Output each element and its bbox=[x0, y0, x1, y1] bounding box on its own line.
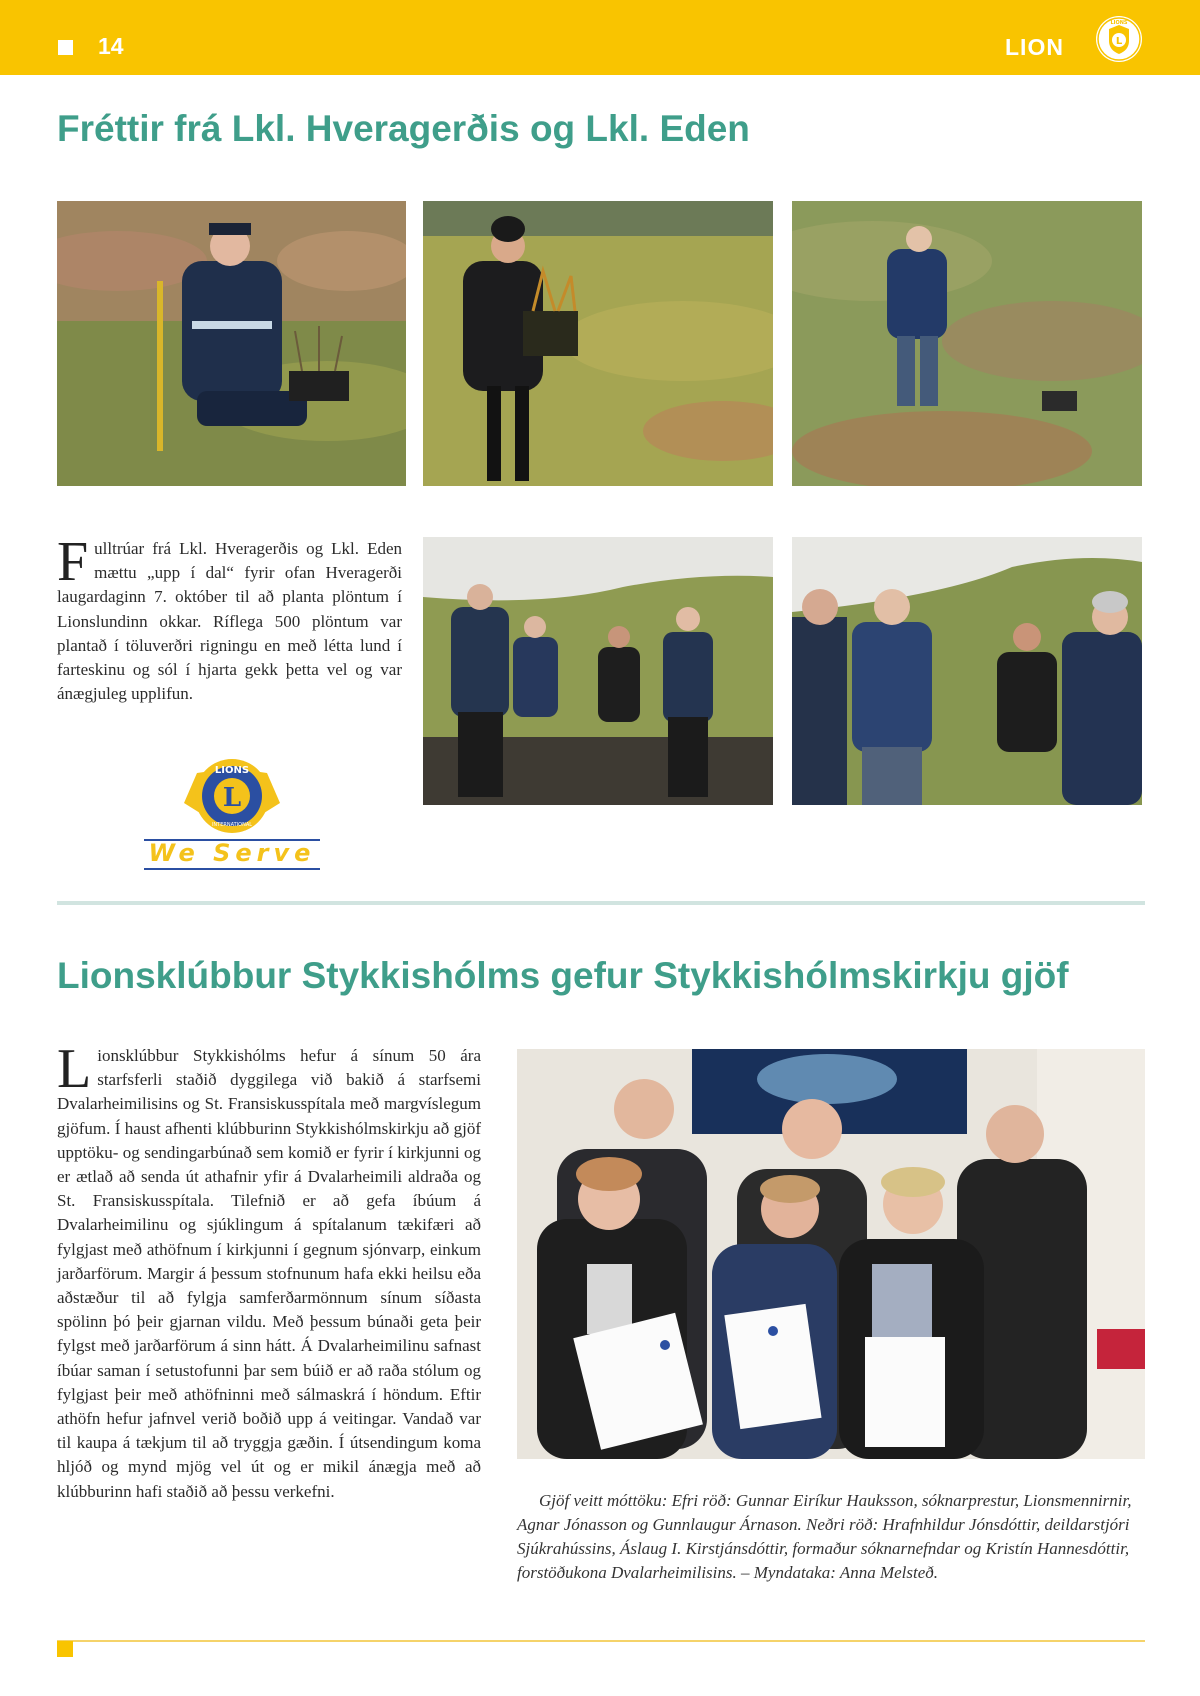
photo-group-four bbox=[423, 537, 773, 805]
page-number: 14 bbox=[98, 33, 124, 59]
logo-ring-text: LIONS bbox=[214, 765, 250, 776]
article1-body bbox=[57, 531, 402, 706]
article1-body-text: ulltrúar frá Lkl. Hveragerðis og Lkl. Eden mættu „upp í dal“ fyrir ofan Hveragerði laugardaginn 7. október til að planta plöntum í Lionslundinn okkar. Ríflega 500 plöntum var plantað í töluverðri rigningu en með létta lund í farteskinu og sól í hjarta gekk þetta vel og var ánægjuleg upplifun. bbox=[57, 539, 402, 704]
article2-body bbox=[57, 1038, 481, 1504]
logo-lower-text: INTERNATIONAL bbox=[211, 822, 253, 828]
article2-title: Lionsklúbbur Stykkishólms gefur Stykkishólmskirkju gjöf bbox=[57, 955, 1069, 996]
photo-man-planting bbox=[57, 201, 406, 486]
footer-line bbox=[57, 1640, 1145, 1642]
page-header bbox=[0, 0, 1200, 75]
article1-title: Fréttir frá Lkl. Hveragerðis og Lkl. Eden bbox=[57, 108, 750, 149]
article2-body-text: ionsklúbbur Stykkishólms hefur á sínum 50 ára starfsferli staðið dyggilega við bakið á starfsemi Dvalarheimilisins og St. Fransiskusspítala með margvíslegum gjöfum. Í haust afhenti klúbburinn Stykkishólmskirkju að gjöf upptöku- og sendingarbúnað sem komið er fyrir í kirkjunni og er ætlað að senda út athafnir yfir á Dvalarheimili aldraða og St. Fransiskusspítala. Tilefnið er að gefa íbúum á Dvalarheimilinu og sjúklingum á spítalanum tækifæri að fylgjast með athöfnum í kirkjunni í gegnum sjónvarp, einkum jarðarförum. Margir á þessum stofnunum hafa ekki heilsu eða aðstæður til að fylgja samferðarmönnum sínum síðasta spölinn þó þeir gjarnan vildu. Með þessum búnaði geta þeir fylgst með jarðarförum á sinn hátt. Á Dvalarheimilinu safnast íbúar saman í setustofunni þar sem búið er að raða stólum og fylgjast þeir með athöfninni með sálmaskrá í höndum. Eftir athöfn hefur jafnvel verið boðið upp á veitingar. Vandað var til kaupa á tækjum til að tryggja gæðin. Í útsendingum koma hljóð og mynd mjög vel út og er mikil ánægja með að klúbburinn hafi staðið að þessu verkefni. bbox=[57, 1046, 481, 1501]
header-logo-text: LIONS bbox=[1110, 20, 1128, 26]
photo-woman-with-plants bbox=[423, 201, 773, 486]
photo-man-standing bbox=[792, 201, 1142, 486]
lions-we-serve-logo bbox=[142, 748, 322, 872]
footer-square-icon bbox=[57, 1641, 73, 1657]
magazine-brand: LION bbox=[1005, 34, 1064, 60]
header-square-icon bbox=[58, 40, 73, 55]
section-divider bbox=[57, 901, 1145, 905]
logo-motto: We Serve bbox=[148, 839, 316, 867]
article1-dropcap: F bbox=[57, 531, 89, 593]
svg-text:L: L bbox=[1115, 36, 1123, 47]
article2-dropcap: L bbox=[57, 1038, 92, 1100]
photo-caption: Gjöf veitt móttöku: Efri röð: Gunnar Eiríkur Hauksson, sóknarprestur, Lionsmennirnir, Agnar Jónasson og Gunnlaugur Árnason. Neðri röð: Hrafnhildur Jónsdóttir, deildarstjóri Sjúkrahússins, Áslaug I. Kirstjánsdóttir, formaður sóknarnefndar og Kristín Hannesdóttir, forstöðukona Dvalarheimilisins. – Myndataka: Anna Melsteð. bbox=[517, 1491, 1132, 1582]
photo-group-four-close bbox=[792, 537, 1142, 805]
photo-church-group bbox=[517, 1049, 1145, 1459]
svg-text:L: L bbox=[222, 783, 242, 813]
lions-header-logo-icon bbox=[1094, 14, 1144, 64]
